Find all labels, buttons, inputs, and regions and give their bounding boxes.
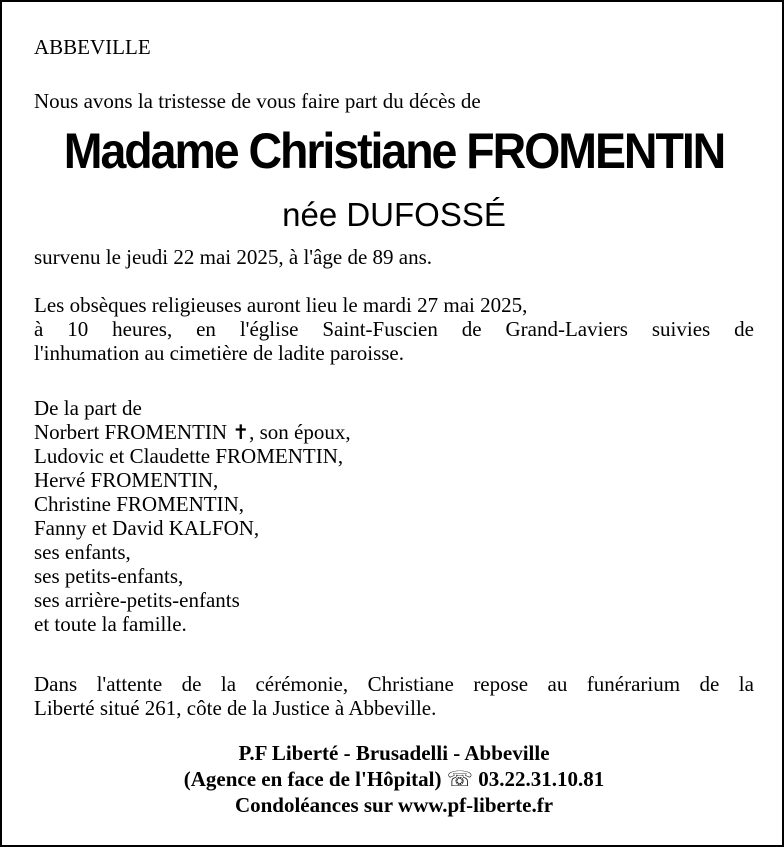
funeral-line-2-word: l'église bbox=[239, 317, 299, 341]
city-heading: ABBEVILLE bbox=[34, 35, 151, 59]
rest-line-2: Liberté situé 261, côte de la Justice à Abbeville. bbox=[34, 696, 437, 720]
funeral-line-2-word: Grand-Laviers bbox=[505, 317, 628, 341]
family-member: Fanny et David KALFON, bbox=[34, 516, 260, 540]
funeral-line-2-word: de bbox=[461, 317, 482, 341]
rest-line-1-word: l'attente bbox=[96, 672, 163, 696]
rest-line-1 bbox=[34, 672, 754, 696]
funeral-home-name: P.F Liberté - Brusadelli - Abbeville bbox=[238, 741, 550, 765]
family-from-label: De la part de bbox=[34, 396, 142, 420]
funeral-line-2-word: à bbox=[34, 317, 44, 341]
latin-cross-icon: ✝ bbox=[232, 420, 250, 444]
family-member: Christine FROMENTIN, bbox=[34, 492, 244, 516]
funeral-line-2-word: 10 bbox=[67, 317, 89, 341]
funeral-home-footer bbox=[34, 740, 754, 818]
rest-line-1-word: Dans bbox=[34, 672, 78, 696]
family-member: ses petits-enfants, bbox=[34, 564, 184, 588]
rest-line-1-word: de bbox=[699, 672, 720, 696]
deceased-name: Madame Christiane FROMENTIN bbox=[63, 123, 725, 179]
resting-place-details bbox=[34, 672, 754, 720]
maiden-name: née DUFOSSÉ bbox=[282, 196, 506, 233]
rest-line-1-word: de bbox=[181, 672, 202, 696]
funeral-line-3: l'inhumation au cimetière de ladite paroisse. bbox=[34, 341, 404, 365]
intro-text: Nous avons la tristesse de vous faire part du décès de bbox=[34, 89, 481, 113]
phone-number: 03.22.31.10.81 bbox=[478, 767, 605, 791]
family-member: Ludovic et Claudette FROMENTIN, bbox=[34, 444, 344, 468]
condolences-link: Condoléances sur www.pf-liberte.fr bbox=[234, 793, 554, 817]
family-member: et toute la famille. bbox=[34, 612, 187, 636]
rest-line-1-word: funérarium bbox=[586, 672, 681, 696]
funeral-line-2-word: en bbox=[196, 317, 216, 341]
funeral-line-2-word: Saint-Fuscien bbox=[322, 317, 438, 341]
rest-line-1-word: la bbox=[738, 672, 754, 696]
rest-line-1-word: au bbox=[547, 672, 568, 696]
family-member: Hervé FROMENTIN, bbox=[34, 468, 219, 492]
rest-line-1-word: cérémonie, bbox=[255, 672, 349, 696]
family-member: ses enfants, bbox=[34, 540, 131, 564]
funeral-line-1: Les obsèques religieuses auront lieu le mardi 27 mai 2025, bbox=[34, 293, 528, 317]
funeral-line-2-word: suivies bbox=[651, 317, 711, 341]
rest-line-1-word: repose bbox=[473, 672, 529, 696]
funeral-line-2-word: heures, bbox=[112, 317, 173, 341]
funeral-home-location bbox=[34, 766, 754, 792]
family-members bbox=[34, 444, 351, 636]
funeral-line-2-word: de bbox=[734, 317, 754, 341]
agency-location: (Agence en face de l'Hôpital) bbox=[183, 767, 442, 791]
funeral-details bbox=[34, 293, 754, 365]
spouse-relation: , son époux, bbox=[249, 420, 351, 444]
death-date-text: survenu le jeudi 22 mai 2025, à l'âge de 89 ans. bbox=[34, 245, 433, 269]
spouse-name: Norbert FROMENTIN bbox=[34, 420, 228, 444]
family-member: ses arrière-petits-enfants bbox=[34, 588, 240, 612]
funeral-line-2 bbox=[34, 317, 754, 341]
spouse-line bbox=[34, 420, 351, 444]
rest-line-1-word: la bbox=[220, 672, 237, 696]
rest-line-1-word: Christiane bbox=[367, 672, 454, 696]
family-list bbox=[34, 396, 351, 636]
phone-icon: ☏ bbox=[446, 767, 474, 791]
